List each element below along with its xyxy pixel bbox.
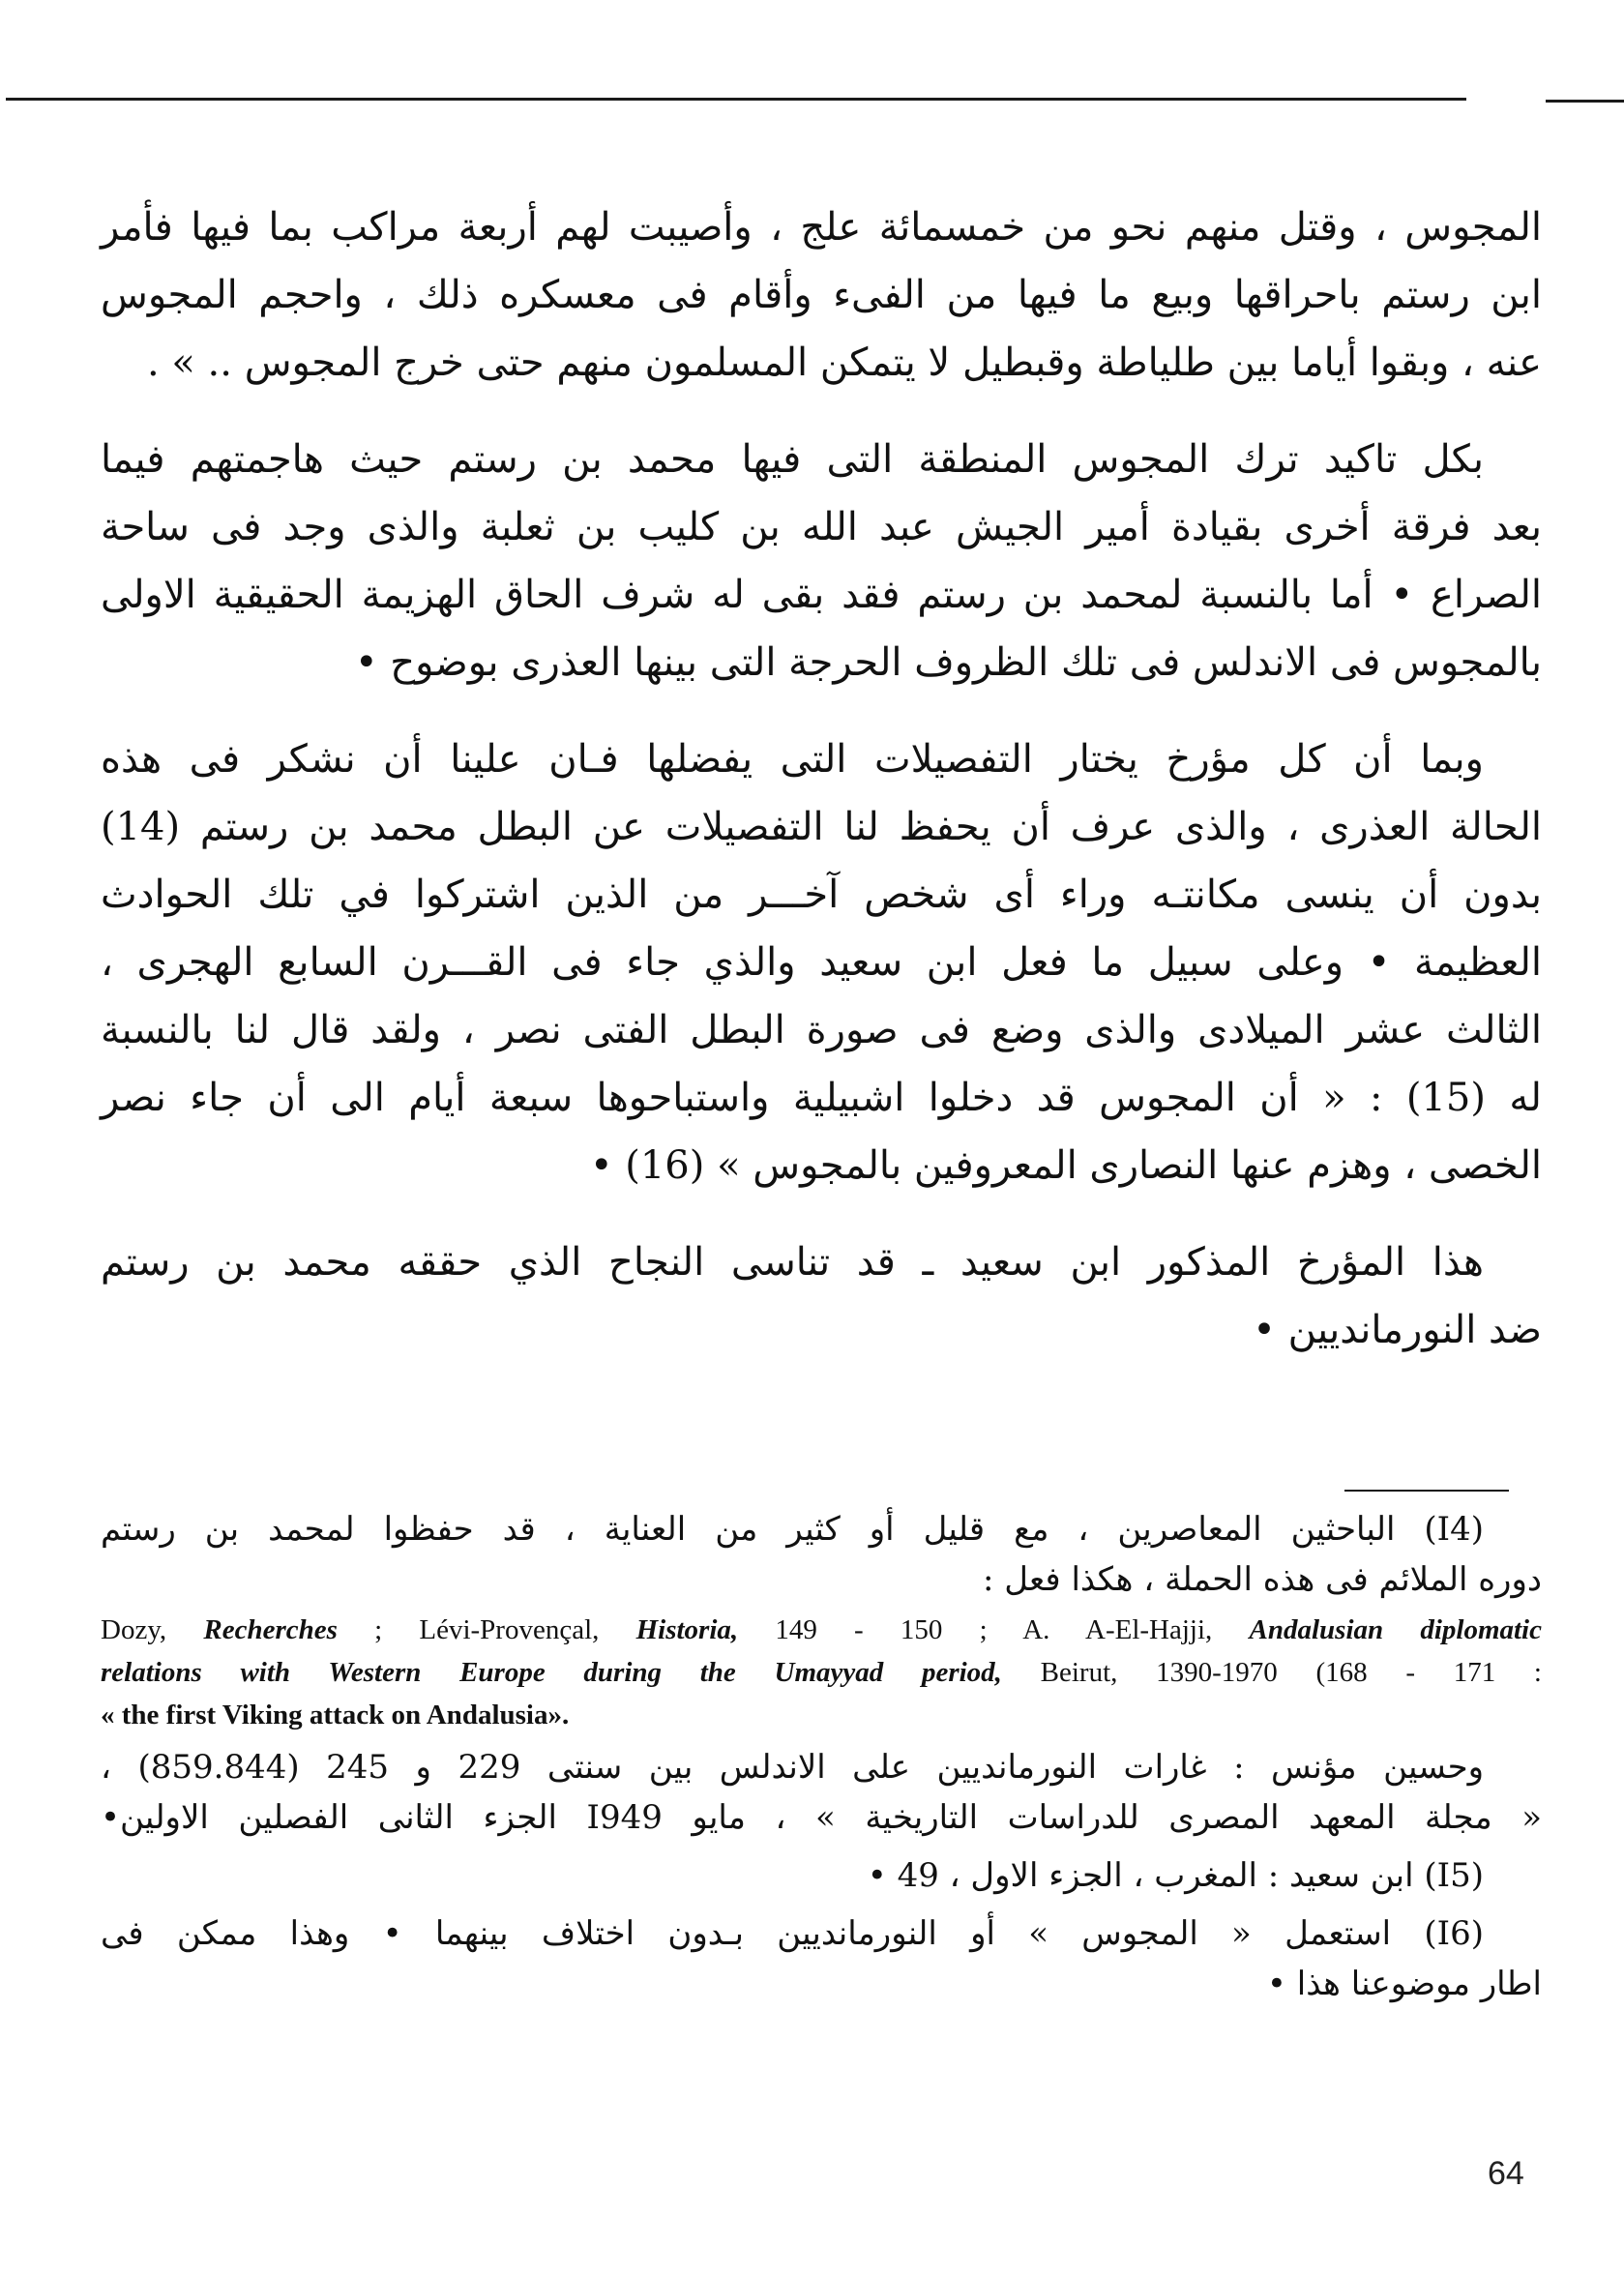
footnote-line: (I4) الباحثين المعاصرين ، مع قليل أو كثير من العناية ، قد حفظوا لمحمد بن رستم (101, 1510, 1484, 1549)
paragraph-4 (101, 1228, 1542, 1364)
text-line: الصراع • أما بالنسبة لمحمد بن رستم فقد بقى له شرف الحاق الهزيمة الحقيقية الاولى (101, 573, 1543, 617)
text-line: هذا المؤرخ المذكور ابن سعيد ـ قد تناسى النجاح الذي حققه محمد بن رستم (101, 1240, 1484, 1285)
text-line: المجوس ، وقتل منهم نحو من خمسمائة علج ، وأصيبت لهم أربعة مراكب بما فيها فأمر (101, 205, 1543, 250)
text-line: الحالة العذرى ، والذى عرف أن يحفظ لنا التفصيلات عن البطل محمد بن رستم (14) (101, 805, 1542, 849)
footnote-14-latin (101, 1609, 1542, 1736)
citation-title: Historia, (635, 1614, 739, 1645)
text-line: الثالث عشر الميلادى والذى وضع فى صورة البطل الفتى نصر ، ولقد قال لنا بالنسبة (101, 1008, 1542, 1052)
citation-text: Beirut, 1390-1970 (168 - 171 : (1001, 1657, 1542, 1688)
footnote-line (101, 1609, 1542, 1651)
footnote-line: (I6) استعمل « المجوس » أو النورمانديين بـدون اختلاف بينهما • وهذا ممكن فى (101, 1914, 1484, 1953)
text-line: له (15) : « أن المجوس قد دخلوا اشبيلية واستباحوها سبعة أيام الى أن جاء نصر (101, 1076, 1542, 1120)
main-text (101, 193, 1542, 1393)
footnote-line (101, 1651, 1542, 1694)
footnote-16 (101, 1908, 1542, 2009)
footnote-line: « مجلة المعهد المصرى للدراسات التاريخية » ، مايو I949 الجزء الثانى الفصلين الاولين• (101, 1798, 1543, 1837)
text-line: العظيمة • وعلى سبيل ما فعل ابن سعيد والذي جاء فى القـــرن السابع الهجرى ، (101, 940, 1542, 985)
citation-text: ; Lévi-Provençal, (337, 1614, 636, 1645)
text-line: بكل تاكيد ترك المجوس المنطقة التى فيها محمد بن رستم حيث هاجمتهم فيما (101, 437, 1484, 482)
footnote-line: وحسين مؤنس : غارات النورمانديين على الاندلس بين سنتى 229 و 245 (859.844) ، (101, 1748, 1485, 1787)
citation-text: Dozy, (101, 1614, 204, 1645)
footnotes (101, 1504, 1542, 2009)
top-rule (6, 98, 1466, 101)
footnote-line: اطار موضوعنا هذا • (1266, 1965, 1542, 2003)
text-line: الخصى ، وهزم عنها النصارى المعروفين بالمجوس » (16) • (589, 1143, 1542, 1188)
citation-title: Recherches (203, 1614, 338, 1645)
footnote-rule (1344, 1490, 1509, 1492)
paragraph-1 (101, 193, 1542, 397)
footnote-line: دوره الملائم فى هذه الحملة ، هكذا فعل : (983, 1560, 1542, 1599)
text-line: وبما أن كل مؤرخ يختار التفصيلات التى يفضلها فـان علينا أن نشكر فى هذه (101, 737, 1484, 782)
text-line: بعد فرقة أخرى بقيادة أمير الجيش عبد الله بن كليب بن ثعلبة والذى وجد فى ساحة (101, 505, 1542, 549)
citation-text: 149 - 150 ; A. A-El-Hajji, (738, 1614, 1250, 1645)
top-rule-right (1546, 100, 1624, 103)
text-line: ضد النورمانديين • (1253, 1308, 1542, 1352)
text-line: بدون أن ينسى مكانتـه وراء أى شخص آخـــر من الذين اشتركوا في تلك الحوادث (101, 872, 1542, 917)
text-line: بالمجوس فى الاندلس فى تلك الظروف الحرجة التى بينها العذرى بوضوح • (354, 640, 1542, 685)
footnote-15 (101, 1850, 1542, 1901)
text-line: ابن رستم باحراقها وبيع ما فيها من الفىء وأقام فى معسكره ذلك ، واحجم المجوس (101, 273, 1542, 317)
paragraph-2 (101, 426, 1542, 696)
footnote-line: (I5) ابن سعيد : المغرب ، الجزء الاول ، 49 • (867, 1856, 1484, 1895)
footnote-14 (101, 1504, 1542, 1605)
citation-title: Andalusian diplomatic (1249, 1614, 1542, 1645)
citation-title: relations with Western Europe during the Umayyad period, (101, 1657, 1002, 1688)
text-line: عنه ، وبقوا أياما بين طلياطة وقبطيل لا يتمكن المسلمون منهم حتى خرج المجوس .. » . (146, 340, 1542, 385)
page-number: 64 (1488, 2155, 1524, 2192)
footnote-14-cont (101, 1742, 1542, 1843)
footnote-line: « the first Viking attack on Andalusia». (101, 1700, 570, 1730)
paragraph-3 (101, 725, 1542, 1199)
